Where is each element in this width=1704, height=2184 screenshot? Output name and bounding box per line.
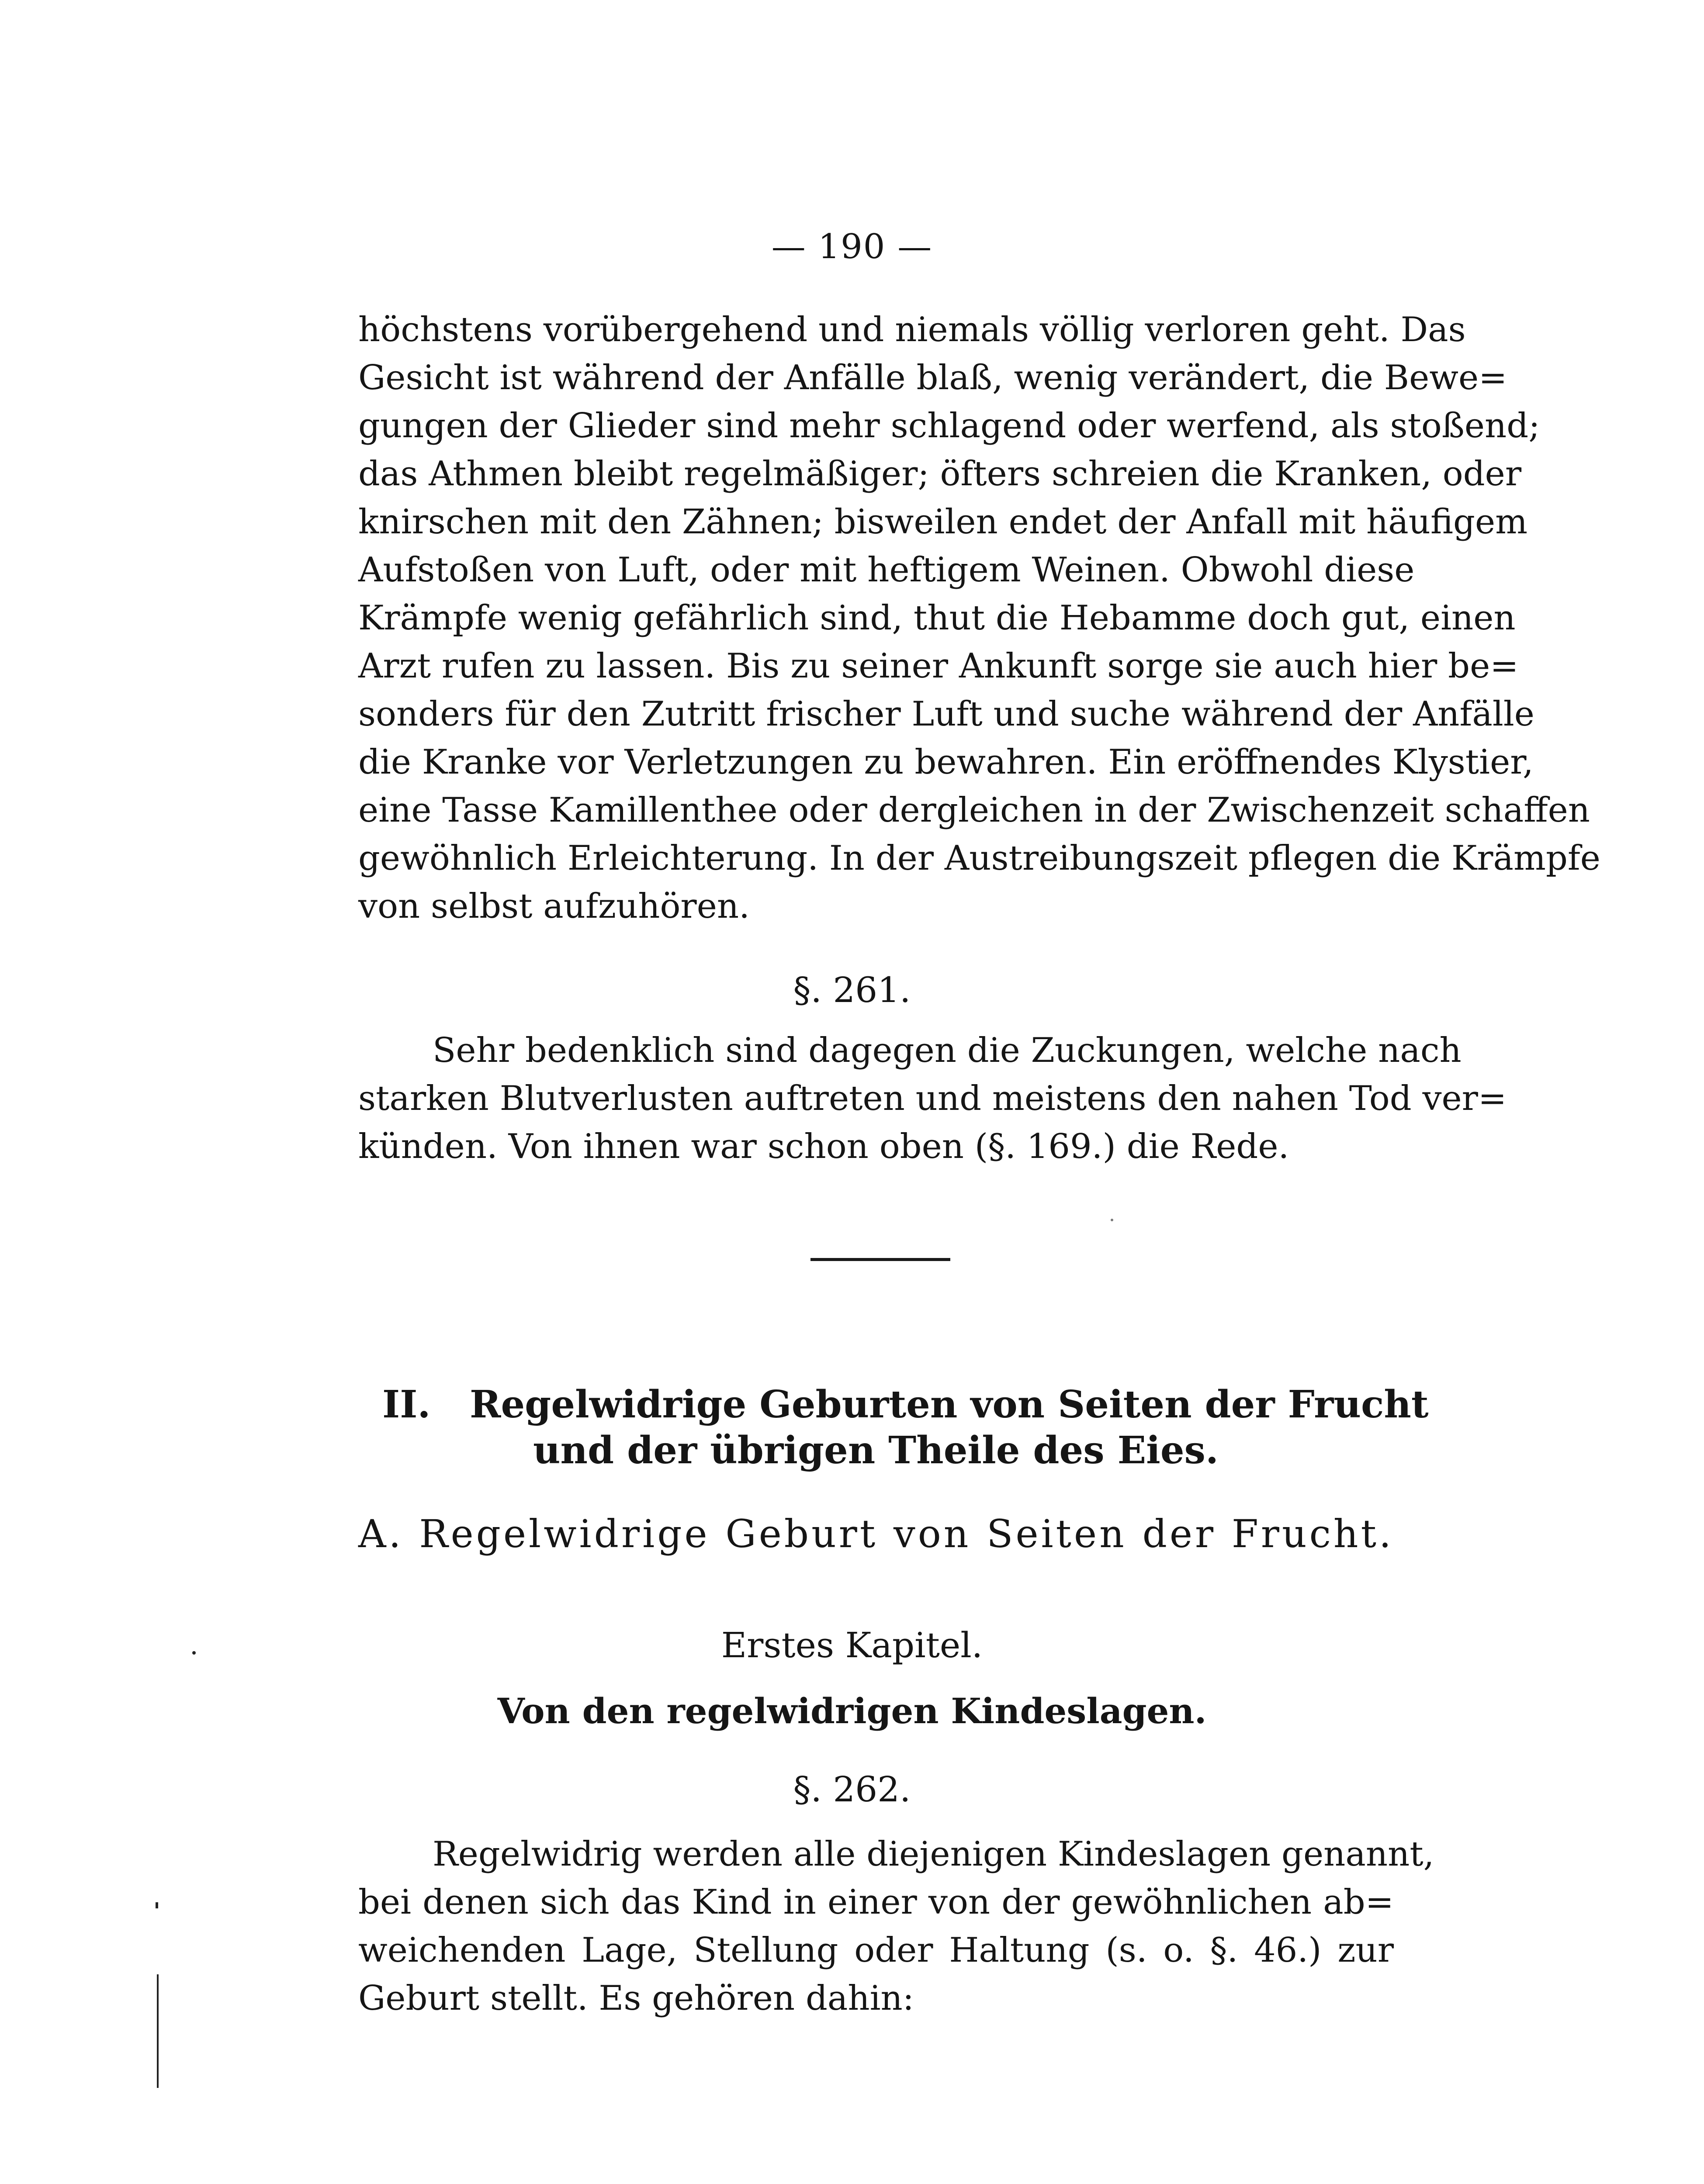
text-line: sonders für den Zutritt frischer Luft und suche während der Anfälle: [358, 695, 1534, 734]
subheading-letter: A.: [358, 1511, 404, 1556]
text-line: Aufstoßen von Luft, oder mit heftigem Weinen. Obwohl diese: [358, 550, 1415, 590]
text-line: eine Tasse Kamillenthee oder dergleichen in der Zwischenzeit schaffen: [358, 791, 1590, 830]
text-line: Arzt rufen zu lassen. Bis zu seiner Ankunft sorge sie auch hier be=: [358, 646, 1519, 686]
text-line: weichenden Lage, Stellung oder Haltung (s. o. §. 46.) zur: [358, 1931, 1394, 1970]
subheading-word: Regelwidrige: [419, 1511, 710, 1556]
text-line: Regelwidrig werden alle diejenigen Kindeslagen genannt,: [433, 1835, 1434, 1874]
text-line: künden. Von ihnen war schon oben (§. 169.) die Rede.: [358, 1127, 1289, 1166]
chapter-title: Von den regelwidrigen Kindeslagen.: [497, 1690, 1207, 1731]
text-line: Gesicht ist während der Anfälle blaß, wenig verändert, die Bewe=: [358, 358, 1507, 397]
text-line: starken Blutverlusten auftreten und meistens den nahen Tod ver=: [358, 1079, 1507, 1118]
text-line: Sehr bedenklich sind dagegen die Zuckungen, welche nach: [433, 1031, 1462, 1070]
scan-speck: [192, 1651, 196, 1655]
text-line: das Athmen bleibt regelmäßiger; öfters schreien die Kranken, oder: [358, 454, 1522, 494]
part-number: II.: [382, 1382, 431, 1427]
text-line: von selbst aufzuhören.: [358, 887, 750, 926]
text-line: Geburt stellt. Es gehören dahin:: [358, 1979, 914, 2018]
text-line: bei denen sich das Kind in einer von der gewöhnlichen ab=: [358, 1883, 1394, 1922]
subheading-word: der: [1142, 1511, 1216, 1556]
chapter-label: Erstes Kapitel.: [721, 1625, 983, 1666]
subheading-word: von: [894, 1511, 971, 1556]
scan-margin-line: [157, 1974, 159, 2088]
scan-speck: [1111, 1219, 1113, 1221]
section-261-paragraph: [358, 1026, 1507, 1171]
subheading-word: Geburt: [725, 1511, 878, 1556]
subheading-word: Frucht.: [1231, 1511, 1394, 1556]
section-262-paragraph: [358, 1830, 1434, 2022]
text-line: höchstens vorübergehend und niemals völlig verloren geht. Das: [358, 310, 1466, 349]
section-divider-rule: [810, 1258, 950, 1261]
text-line: Krämpfe wenig gefährlich sind, thut die Hebamme doch gut, einen: [358, 598, 1516, 638]
text-line: die Kranke vor Verletzungen zu bewahren. Ein eröffnendes Klystier,: [358, 743, 1534, 782]
text-line: gewöhnlich Erleichterung. In der Austreibungszeit pflegen die Krämpfe: [358, 839, 1600, 878]
scan-speck: [156, 1902, 158, 1908]
page-number: — 190 —: [771, 227, 933, 266]
paragraph-continuation: [358, 306, 1600, 930]
section-number-261: §. 261.: [793, 970, 911, 1010]
part-heading-line-2: und der übrigen Theile des Eies.: [533, 1428, 1219, 1472]
text-line: knirschen mit den Zähnen; bisweilen endet der Anfall mit häufigem: [358, 502, 1528, 542]
text-line: gungen der Glieder sind mehr schlagend oder werfend, als stoßend;: [358, 406, 1540, 446]
section-number-262: §. 262.: [793, 1769, 911, 1810]
part-heading-line-1: Regelwidrige Geburten von Seiten der Frucht: [470, 1382, 1429, 1427]
subheading-a: [358, 1511, 1394, 1556]
subheading-word: Seiten: [987, 1511, 1127, 1556]
